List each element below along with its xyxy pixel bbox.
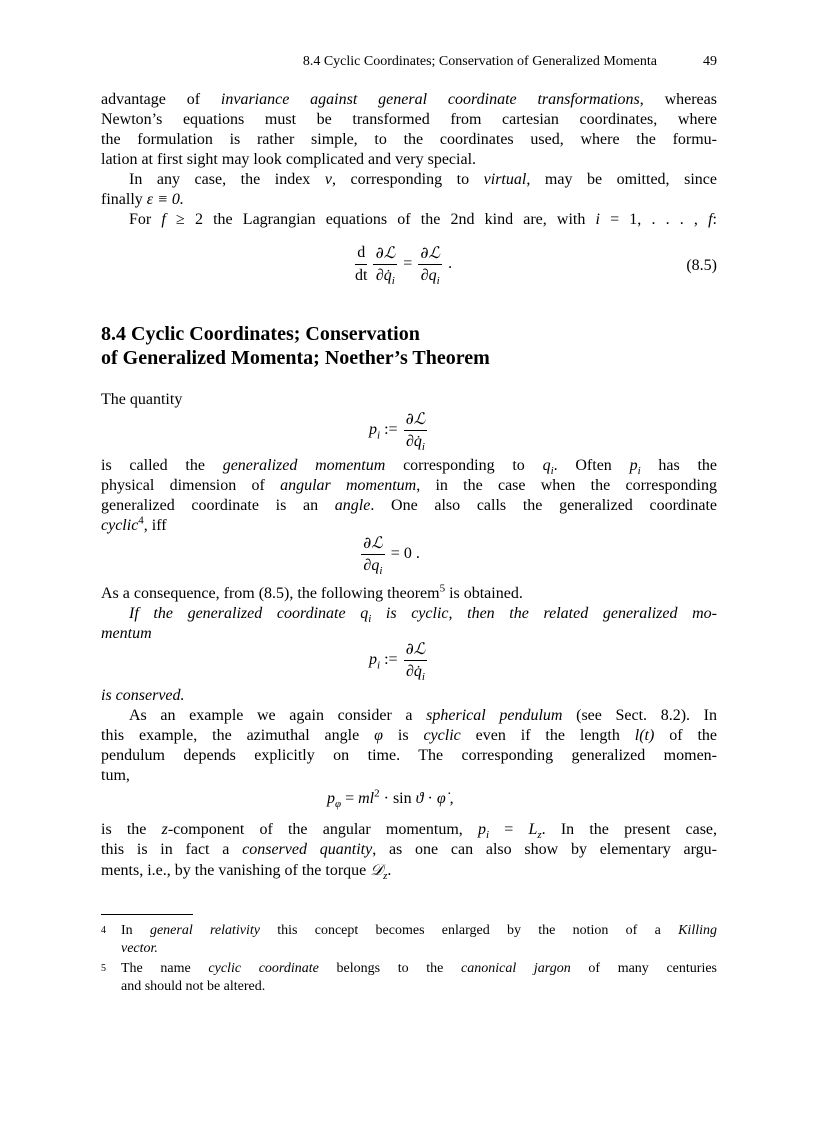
text-line: ments, i.e., by the vanishing of the torque 𝒟$_z$. bbox=[101, 860, 392, 883]
page-number: 49 bbox=[703, 54, 717, 69]
text-line: the formulation is rather simple, to the coordinates used, where the formu- bbox=[101, 131, 717, 148]
running-head-title: 8.4 Cyclic Coordinates; Conservation of Generalized Momenta bbox=[302, 54, 657, 69]
text-line: this is in fact a conserved quantity, as one can also show by elementary argu- bbox=[101, 841, 718, 858]
equation-p-phi: $p_\varphi = ml^2 \cdot \sin ϑ$ · φ̇ , bbox=[327, 787, 454, 811]
text-line: advantage of invariance against general coordinate transformations, whereas bbox=[101, 91, 717, 108]
equation-8-5: $\frac{d}{dt}$ $\frac{\text{∂ℒ}}{\partial q̇_i}$ = $\frac{\text{∂ℒ}}{\partial q_i}$ . bbox=[355, 243, 453, 288]
section-heading: 8.4 Cyclic Coordinates; Conservation of Generalized Momenta; Noether’s Theorem bbox=[101, 323, 490, 369]
footnote-4: 4 In general relativity this concept becomes enlarged by the notion of a Killing bbox=[101, 923, 717, 938]
text-line: In any case, the index v, corresponding to virtual, may be omitted, since bbox=[129, 171, 717, 188]
text-line: generalized coordinate is an angle. One also calls the generalized coordinate bbox=[101, 497, 717, 514]
text-line: For f ≥ 2 the Lagrangian equations of the 2nd kind are, with i = 1, . . . , f: bbox=[129, 211, 717, 228]
text-line: pendulum depends explicitly on time. The corresponding generalized momen- bbox=[101, 747, 717, 764]
footnote-5-cont: and should not be altered. bbox=[121, 979, 266, 994]
text-line: cyclic$^4$, iff bbox=[101, 514, 167, 534]
text-line: is called the generalized momentum corresponding to $q_i$. Often $p_i$ has the bbox=[101, 457, 718, 478]
text-line: this example, the azimuthal angle φ is cyclic even if the length l(t) of the bbox=[101, 727, 718, 744]
text-line: As a consequence, from (8.5), the following theorem$^5$ is obtained. bbox=[101, 582, 523, 602]
text-line: The quantity bbox=[101, 391, 183, 408]
equation-generalized-momentum: $p_i$ := $\frac{\text{∂ℒ}}{\partial q̇_i}$ bbox=[369, 409, 426, 454]
text-line: As an example we again consider a spherical pendulum (see Sect. 8.2). In bbox=[129, 707, 717, 724]
footnote-5: 5 The name cyclic coordinate belongs to the canonical jargon of many centuries bbox=[101, 961, 717, 976]
text-line: physical dimension of angular momentum, in the case when the corresponding bbox=[101, 477, 717, 494]
text-line: Newton’s equations must be transformed from cartesian coordinates, where bbox=[101, 111, 717, 128]
equation-conserved-momentum: $p_i$ := $\frac{\text{∂ℒ}}{\partial q̇_i}$ bbox=[369, 639, 426, 684]
text-line: tum, bbox=[101, 767, 130, 784]
text-line: If the generalized coordinate $q_i$ is cyclic, then the related generalized mo- bbox=[129, 605, 717, 626]
text-line: mentum bbox=[101, 625, 152, 642]
text-line: is conserved. bbox=[101, 687, 185, 704]
equation-cyclic-condition: $\frac{\text{∂ℒ}}{\partial q_i}$ = 0 . bbox=[363, 533, 420, 578]
footnote-rule bbox=[101, 914, 193, 915]
equation-number: (8.5) bbox=[686, 257, 717, 274]
text-line: is the z-component of the angular momentum, $p_i = L_z$. In the present case, bbox=[101, 821, 718, 842]
footnote-4-cont: vector. bbox=[121, 941, 158, 956]
text-line: lation at first sight may look complicated and very special. bbox=[101, 151, 477, 168]
text-line: finally ε ≡ 0. bbox=[101, 191, 184, 208]
